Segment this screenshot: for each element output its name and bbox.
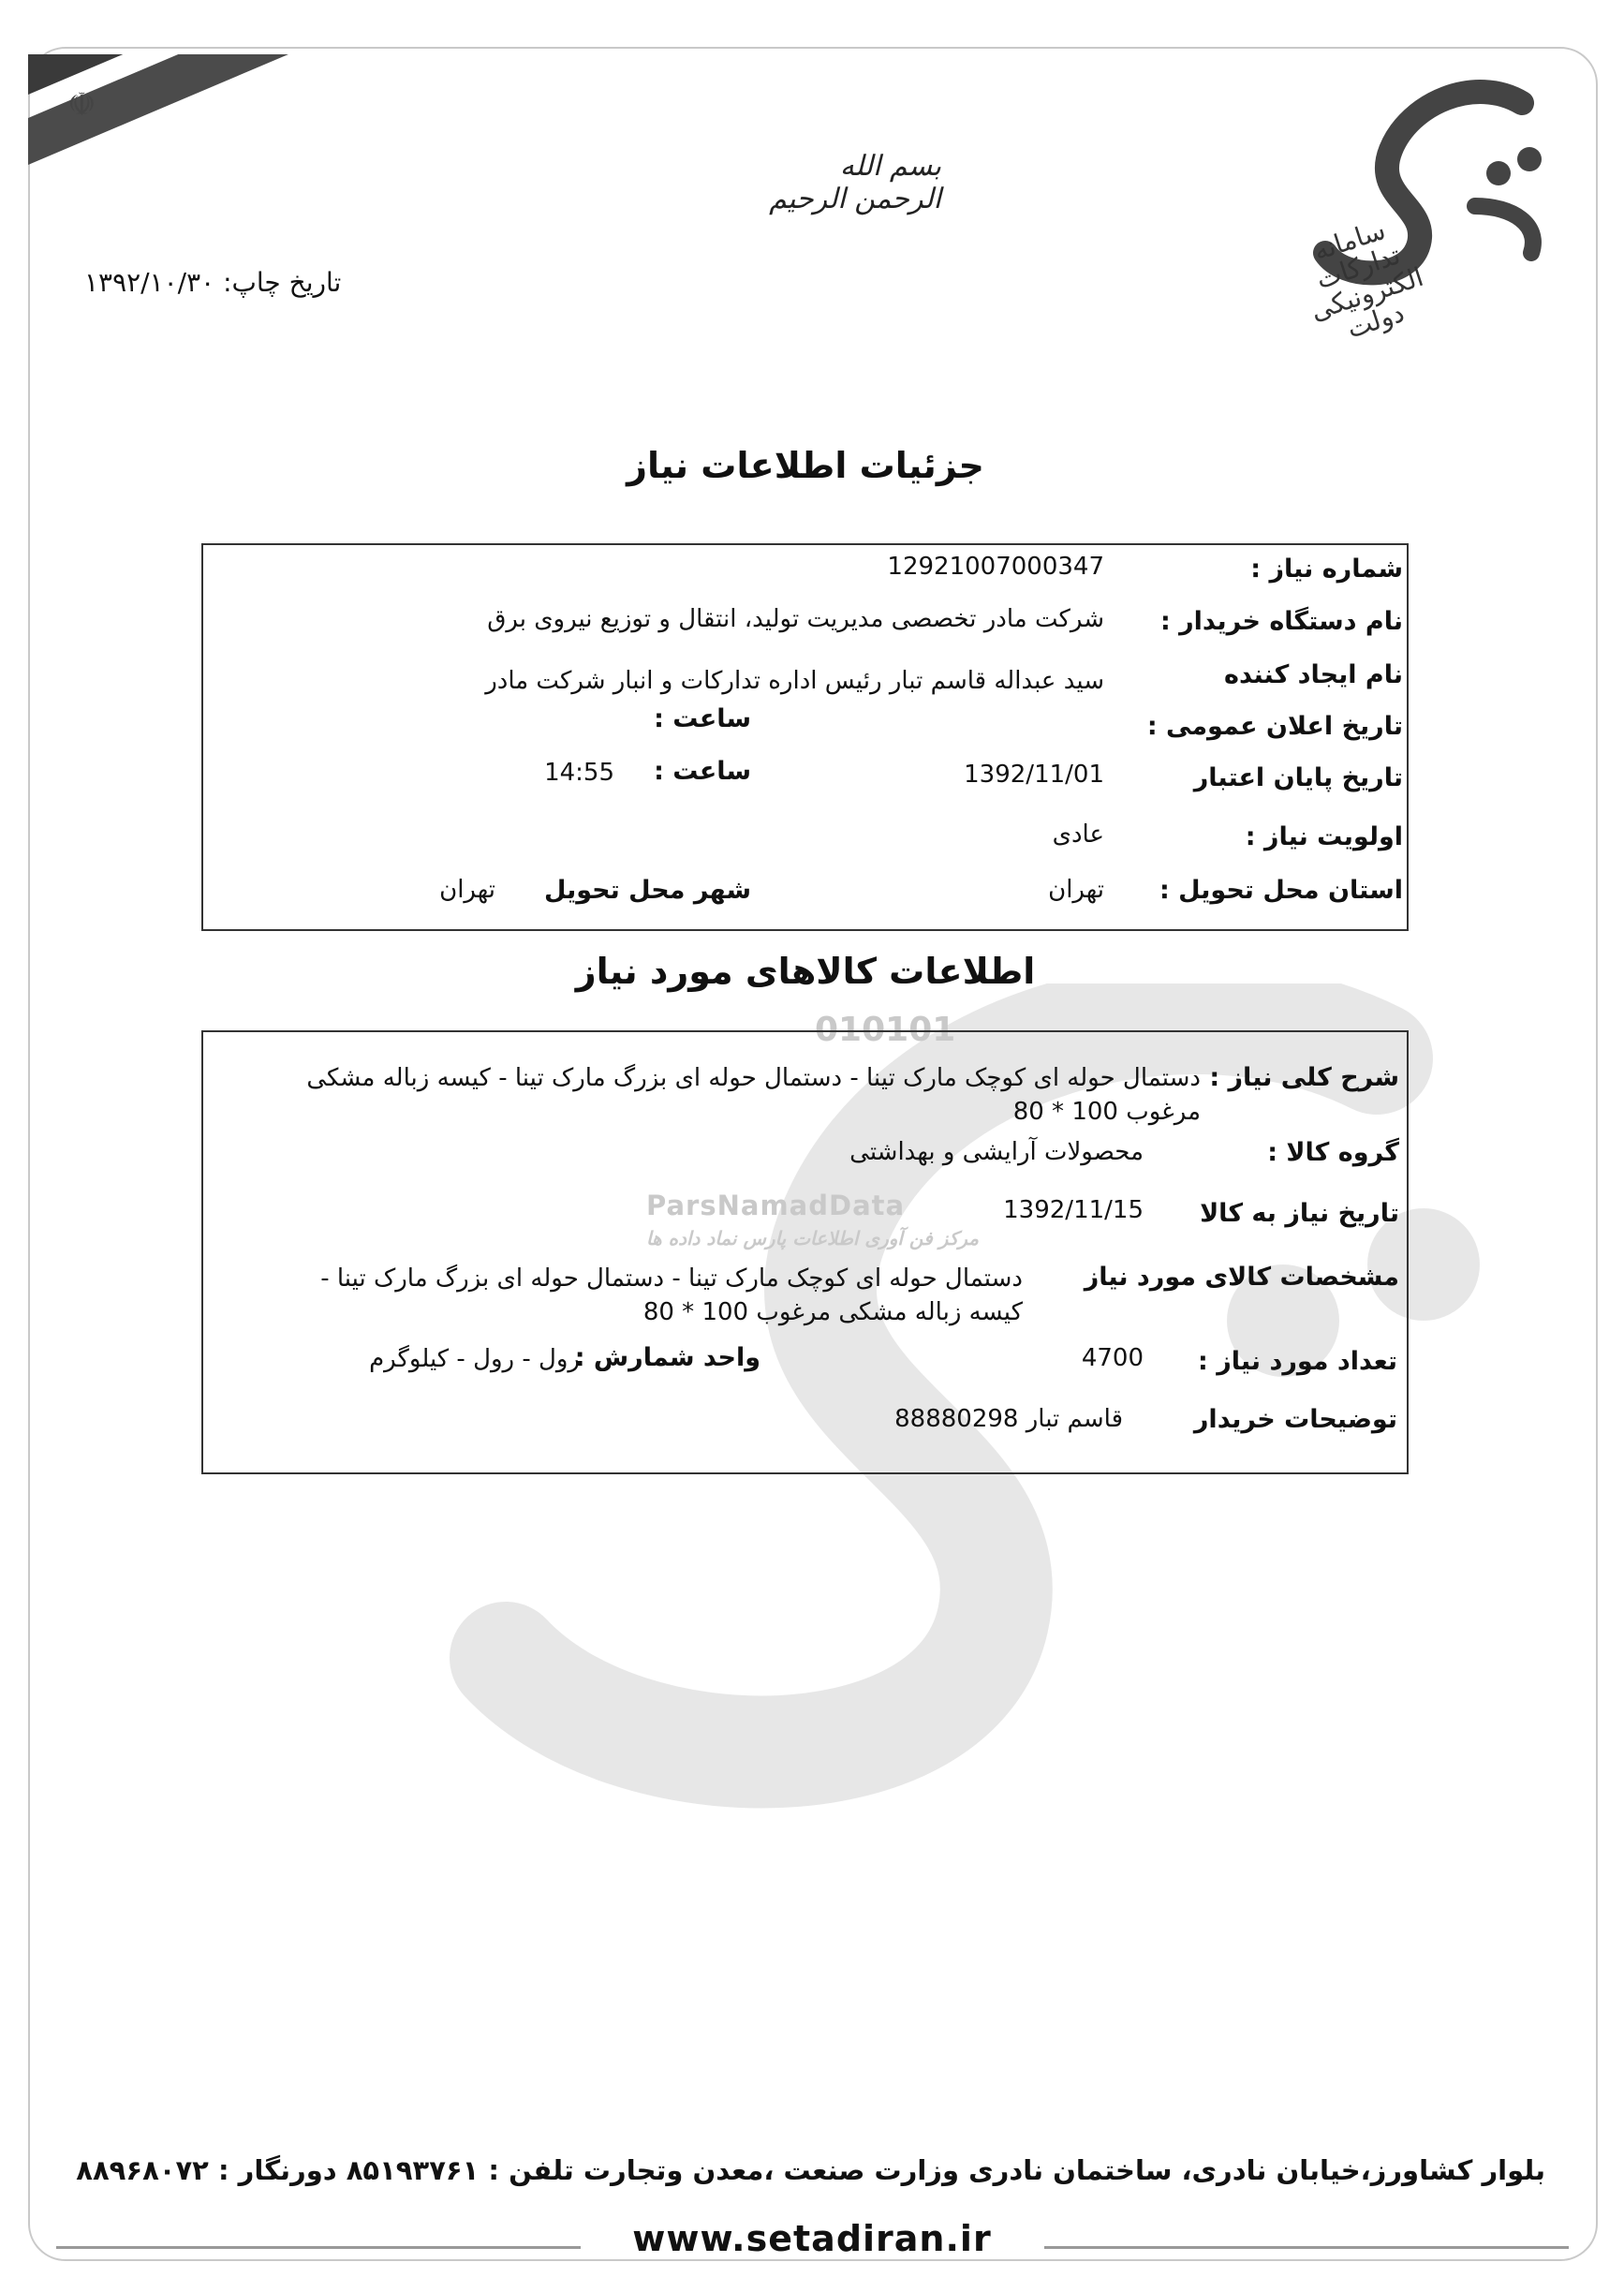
specs-value: دستمال حوله ای کوچک مارک تینا - دستمال حوله ای بزرگ مارک تینا - کیسه زباله مشکی مرغوب 100 * 80 xyxy=(320,1264,1023,1326)
public-time-label: ساعت : xyxy=(654,704,751,733)
validity-time-value: 14:55 xyxy=(544,759,614,787)
footer-address: بلوار کشاورز،خیابان نادری، ساختمان نادری وزارت صنعت ،معدن وتجارت تلفن : ۸۵۱۹۳۷۶۱ دورنگار : ۸۸۹۶۸۰۷۲ xyxy=(76,2154,1545,2186)
watermark-digits: 010101 xyxy=(815,1011,956,1049)
group-value: محصولات آرایشی و بهداشتی xyxy=(849,1138,1144,1166)
unit-value: رول - رول - کیلوگرم xyxy=(369,1345,580,1373)
validity-value: 1392/11/01 xyxy=(964,761,1104,789)
summary-value: دستمال حوله ای کوچک مارک تینا - دستمال حوله ای بزرگ مارک تینا - کیسه زباله مشکی مرغوب 100 * 80 xyxy=(306,1064,1201,1126)
priority-value: عادی xyxy=(1052,821,1104,849)
province-label: استان محل تحویل : xyxy=(1159,876,1403,905)
quantity-label: تعداد مورد نیاز : xyxy=(1198,1347,1397,1376)
buyer-label: نام دستگاه خریدار : xyxy=(1159,607,1403,636)
specs-label: مشخصات کالای مورد نیاز xyxy=(1084,1263,1399,1292)
public-date-label: تاریخ اعلان عمومی : xyxy=(1146,712,1403,741)
need-number-value: 12921007000347 xyxy=(887,553,1104,581)
creator-value: سید عبداله قاسم تبار رئیس اداره تدارکات و انبار شرکت مادر xyxy=(485,667,1104,695)
print-date-label: تاریخ چاپ: xyxy=(223,267,342,298)
buyer-value: شرکت مادر تخصصی مدیریت تولید، انتقال و توزیع نیروی برق xyxy=(487,605,1104,633)
print-date xyxy=(84,267,341,298)
section2-title: اطلاعات کالاهای مورد نیاز xyxy=(575,951,1036,992)
logo-caption: سامانه تدارکات الکترونیکی دولت xyxy=(1307,214,1427,345)
print-date-value: ۱۳۹۲/۱۰/۳۰ xyxy=(84,267,215,298)
buyer-notes-label: توضیحات خریدار xyxy=(1193,1405,1397,1434)
quantity-value: 4700 xyxy=(1081,1344,1144,1372)
national-emblem-icon: ☫ xyxy=(67,86,96,124)
priority-label: اولویت نیاز : xyxy=(1245,822,1403,851)
city-value: تهران xyxy=(439,876,495,904)
watermark-brand-fa: مرکز فن آوری اطلاعات پارس نماد داده ها xyxy=(646,1227,979,1249)
city-label: شهر محل تحویل xyxy=(543,876,751,905)
flag-stripes xyxy=(28,54,356,204)
basmala-calligraphy: بسم الله الرحمن الرحیم xyxy=(769,150,941,215)
section1-title: جزئیات اطلاعات نیاز xyxy=(627,445,984,486)
need-number-label: شماره نیاز : xyxy=(1250,554,1403,584)
validity-time-label: ساعت : xyxy=(654,757,751,786)
province-value: تهران xyxy=(1048,876,1104,904)
summary-label: شرح کلی نیاز : xyxy=(1209,1063,1399,1092)
buyer-notes-value: قاسم تبار 88880298 xyxy=(894,1405,1123,1433)
validity-label: تاریخ پایان اعتبار xyxy=(1193,763,1403,792)
creator-label: نام ایجاد کننده xyxy=(1224,660,1403,689)
group-label: گروه کالا : xyxy=(1267,1138,1399,1167)
unit-label: واحد شمارش : xyxy=(574,1343,760,1372)
need-date-value: 1392/11/15 xyxy=(1003,1196,1144,1224)
need-date-label: تاریخ نیاز به کالا xyxy=(1200,1199,1399,1228)
watermark-brand: ParsNamadData xyxy=(646,1190,906,1221)
website-link[interactable]: www.setadiran.ir xyxy=(632,2218,992,2259)
